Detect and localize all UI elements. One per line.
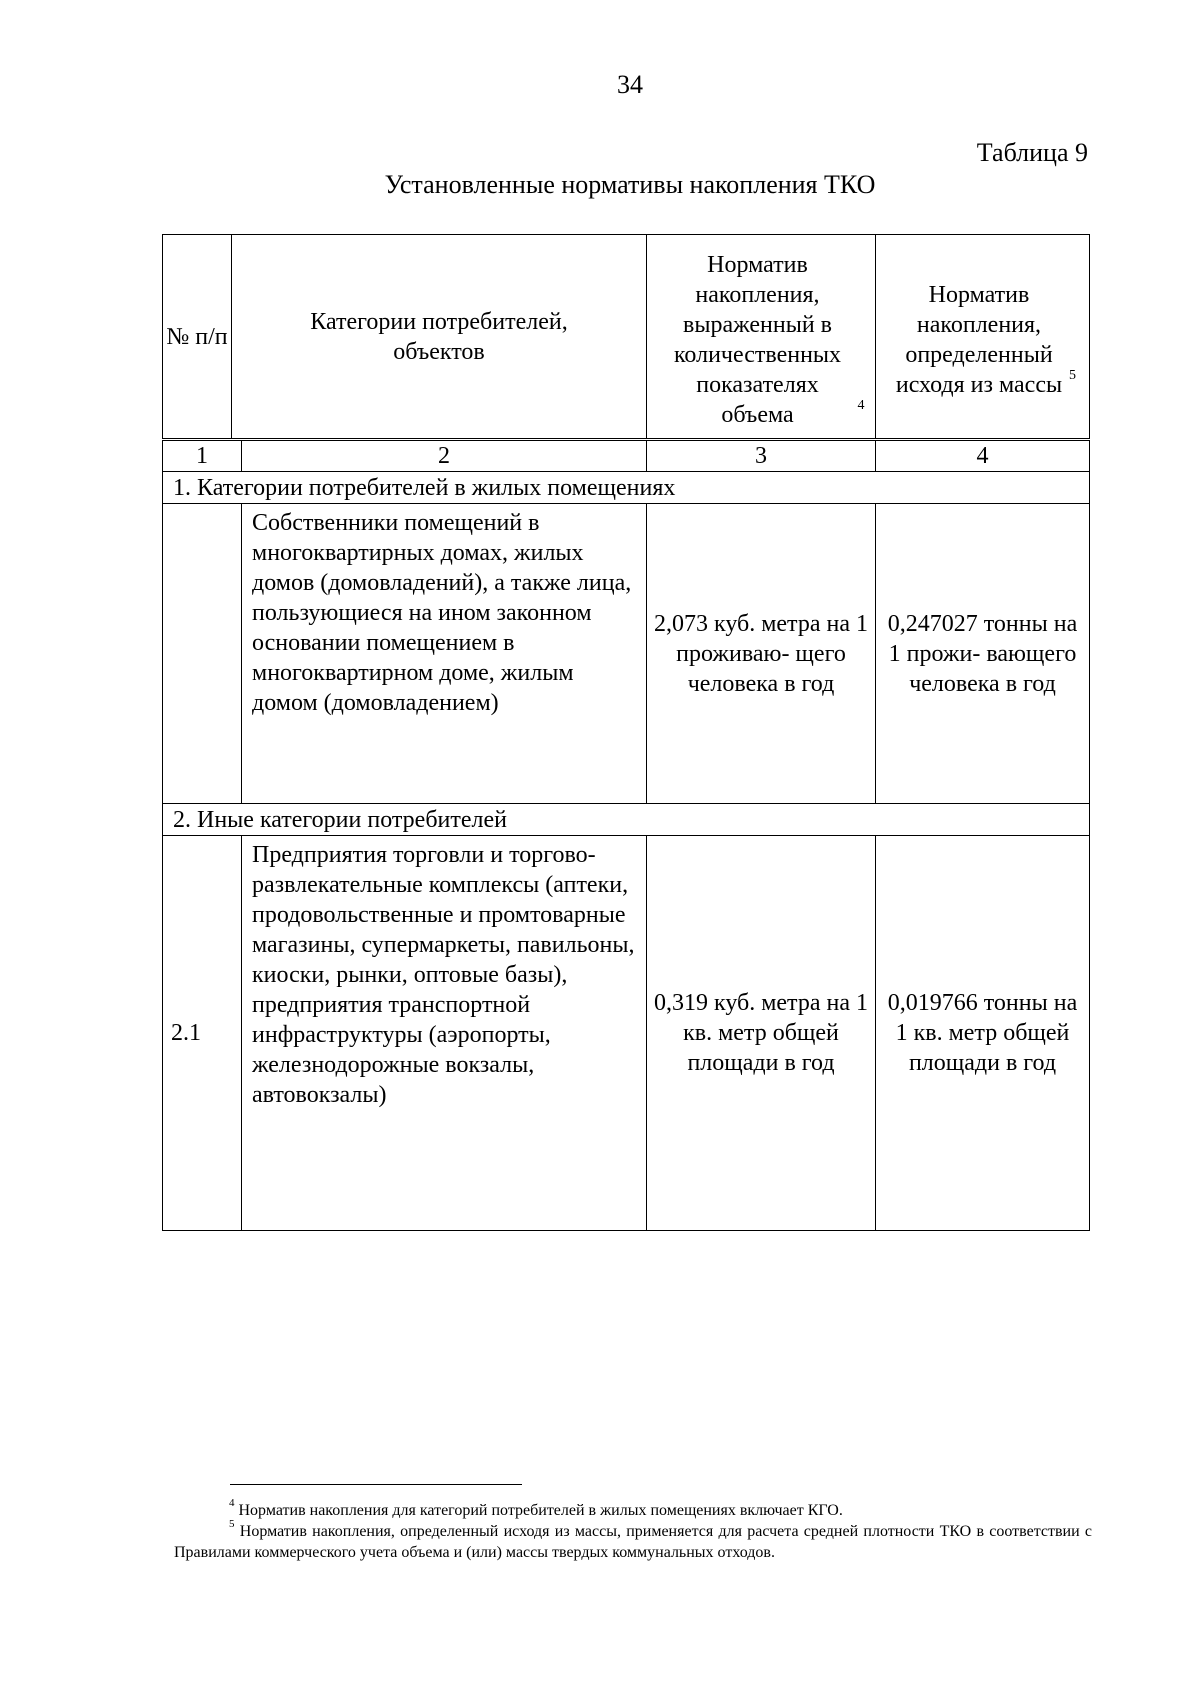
column-number: 1 [163, 441, 242, 472]
row-category: Предприятия торговли и торгово-развлекательные комплексы (аптеки, продовольственные и промтоварные магазины, супермаркеты, павильоны, киоски, рынки, оптовые базы), предприятия транспортной инфраструктуры (аэропорты, железнодорожные вокзалы, автовокзалы) [242, 836, 647, 1231]
table-row [163, 504, 1090, 804]
footnote-ref-4: 4 [857, 397, 865, 413]
header-col-volume-norm: Норматив накопления, выраженный в количественных показателях объема $^4$ [647, 235, 876, 439]
column-number: 3 [647, 441, 876, 472]
section-row [163, 472, 1090, 504]
table-label: Таблица 9 [976, 138, 1088, 167]
row-mass-norm: 0,019766 тонны на 1 кв. метр общей площади в год [876, 836, 1090, 1231]
row-volume-norm: 0,319 куб. метра на 1 кв. метр общей площади в год [647, 836, 876, 1231]
table-body [162, 440, 1090, 1231]
section-title: 2. Иные категории потребителей [163, 804, 1090, 836]
table-row [163, 836, 1090, 1231]
table-title: Установленные нормативы накопления ТКО [384, 170, 876, 199]
column-number: 4 [876, 441, 1090, 472]
row-index: 2.1 [163, 836, 242, 1231]
row-index [163, 504, 242, 804]
row-mass-norm: 0,247027 тонны на 1 прожи- вающего человека в год [876, 504, 1090, 804]
row-volume-norm: 2,073 куб. метра на 1 проживаю- щего человека в год [647, 504, 876, 804]
page-number: 34 [617, 70, 643, 99]
section-row [163, 804, 1090, 836]
footnote-divider [230, 1484, 522, 1485]
header-col-number: № п/п [163, 235, 232, 439]
column-number: 2 [242, 441, 647, 472]
row-category: Собственники помещений в многоквартирных домах, жилых домов (домовладений), а также лица, пользующиеся на ином законном основании помещением в многоквартирном доме, жилым домом (домовладением) [242, 504, 647, 804]
table-header [162, 234, 1090, 439]
header-col-mass-norm: Норматив накопления, определенный исходя из массы $^5$ [876, 235, 1090, 439]
footnote-ref-5: 5 [1069, 367, 1076, 383]
footnotes [174, 1496, 1093, 1563]
footnote: $^4$ Норматив накопления для категорий потребителей в жилых помещениях включает КГО. [229, 1496, 843, 1519]
footnote: $^5$ Норматив накопления, определенный исходя из массы, применяется для расчета средней плотности ТКО в соответствии с Правилами коммерческого учета объема и (или) массы твердых коммунальных отходов. [174, 1517, 1093, 1561]
column-numbers-row [163, 441, 1090, 472]
section-title: 1. Категории потребителей в жилых помещениях [163, 472, 1090, 504]
header-col-category: Категории потребителей, объектов [232, 235, 647, 439]
